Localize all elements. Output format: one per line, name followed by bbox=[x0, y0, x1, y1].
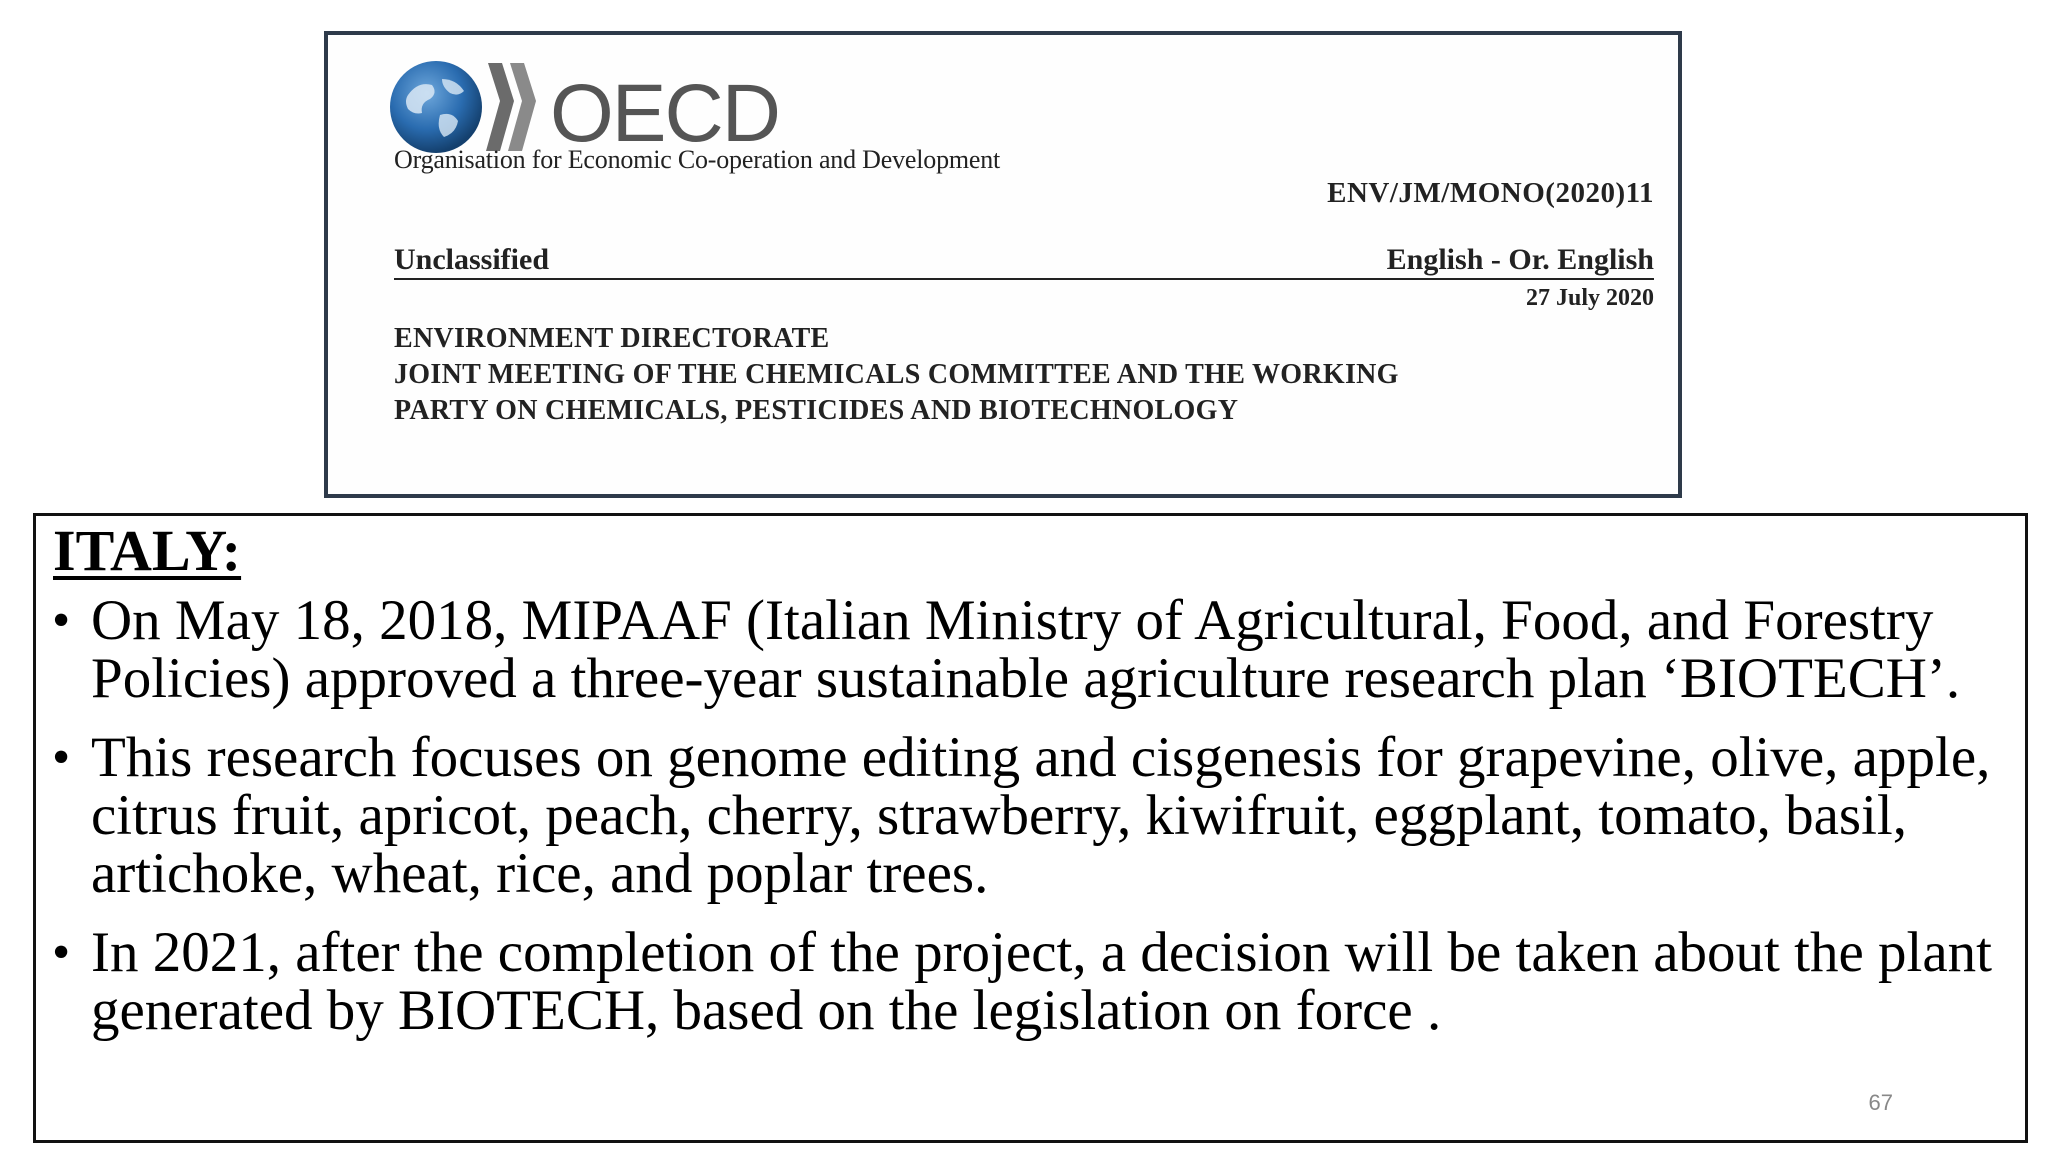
directorate-block bbox=[394, 321, 1399, 429]
italy-text-box bbox=[33, 513, 2028, 1143]
document-date: 27 July 2020 bbox=[1525, 285, 1654, 311]
logo-text: OECD bbox=[550, 68, 779, 157]
slide-number: 67 bbox=[1868, 1090, 1893, 1115]
organisation-name: Organisation for Economic Co-operation and Development bbox=[394, 145, 1001, 174]
bullet-item: • On May 18, 2018, MIPAAF (Italian Ministry of Agricultural, Food, and Forestry Policies) approved a three-year sustainable agriculture research plan ‘BIOTECH’. bbox=[50, 592, 2017, 708]
divider bbox=[394, 278, 1654, 280]
classification-label: Unclassified bbox=[394, 243, 550, 276]
oecd-document-header bbox=[324, 31, 1682, 498]
document-reference: ENV/JM/MONO(2020)11 bbox=[1327, 177, 1654, 209]
directorate-line: ENVIRONMENT DIRECTORATE bbox=[394, 323, 830, 354]
language-label: English - Or. English bbox=[1386, 243, 1654, 276]
bullet-list bbox=[50, 589, 2017, 1061]
directorate-line: JOINT MEETING OF THE CHEMICALS COMMITTEE AND THE WORKING bbox=[394, 359, 1399, 390]
oecd-logo bbox=[390, 57, 810, 157]
italy-heading: ITALY: bbox=[53, 518, 242, 583]
chevron-icon bbox=[486, 63, 514, 151]
bullet-item: • In 2021, after the completion of the project, a decision will be taken about the plant generated by BIOTECH, based on the legislation on force . bbox=[50, 924, 2017, 1040]
bullet-item: • This research focuses on genome editing and cisgenesis for grapevine, olive, apple, citrus fruit, apricot, peach, cherry, strawberry, kiwifruit, eggplant, tomato, basil, artichoke, wheat, rice, and poplar trees. bbox=[50, 729, 2017, 903]
directorate-line: PARTY ON CHEMICALS, PESTICIDES AND BIOTECHNOLOGY bbox=[394, 395, 1239, 426]
globe-icon bbox=[390, 61, 482, 153]
